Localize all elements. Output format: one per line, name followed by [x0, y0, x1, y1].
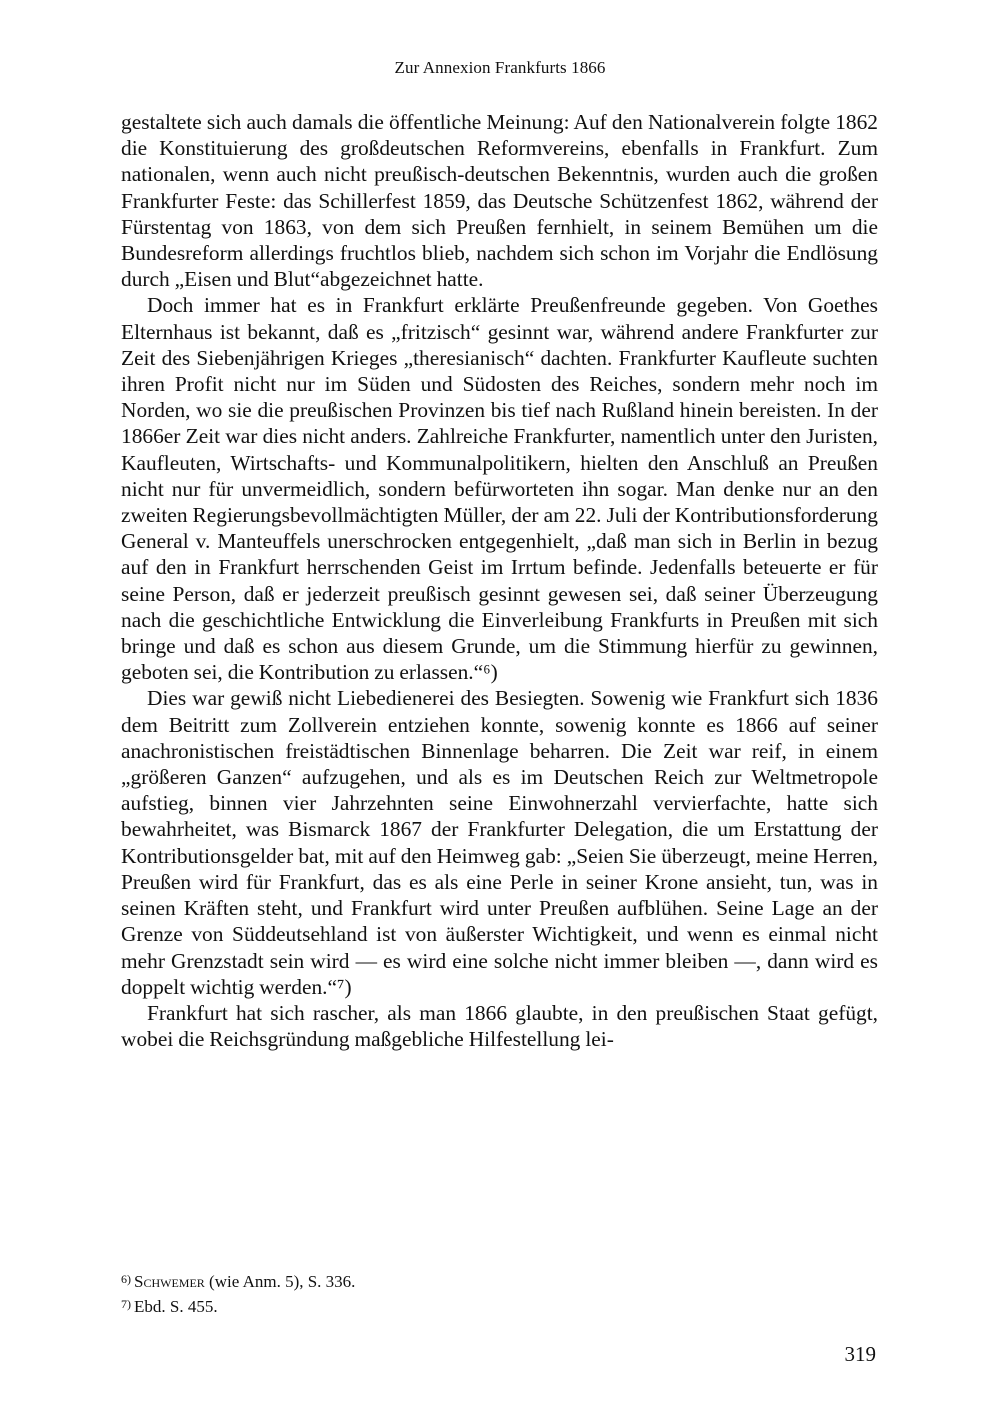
footnote-text: (wie Anm. 5), S. 336. — [204, 1272, 356, 1291]
footnote-text: Ebd. S. 455. — [134, 1297, 218, 1316]
footnote-author: Schwemer — [134, 1272, 205, 1291]
footnote-6 — [121, 1268, 878, 1293]
paragraph-1: gestaltete sich auch damals die öffentliche Meinung: Auf den Nationalverein folgte 1862 die Konstituierung des großdeutschen Reformvereins, ebenfalls in Frankfurt. Zum nationalen, wenn auch nicht preußisch-deutschen Bekenntnis, wurden auch die großen Frankfurter Feste: das Schillerfest 1859, das Deutsche Schützenfest 1862, während der Fürstentag von 1863, von dem sich Preußen fernhielt, in seinem Bemühen um die Bundesreform allerdings fruchtlos blieb, nachdem sich schon im Vorjahr die Endlösung durch „Eisen und Blut“abgezeichnet hatte. — [121, 110, 878, 292]
paragraph-4: Frankfurt hat sich rascher, als man 1866 glaubte, in den preußischen Staat gefügt, wobei die Reichsgründung maßgebliche Hilfestellung lei- — [121, 1000, 878, 1052]
footnotes — [121, 1268, 878, 1318]
paragraph-3: Dies war gewiß nicht Liebedienerei des Besiegten. Sowenig wie Frankfurt sich 1836 dem Beitritt zum Zollverein entziehen konnte, sowenig konnte es 1866 auf seiner anachronistischen freistädtischen Binnenlage beharren. Die Zeit war reif, in einem „größeren Ganzen“ aufzugehen, und als es im Deutschen Reich zur Weltmetropole aufstieg, binnen vier Jahrzehnten seine Einwohnerzahl vervierfachte, hatte sich bewahrheitet, was Bismarck 1867 der Frankfurter Delegation, die um Erstattung der Kontributionsgelder bat, mit auf den Heimweg gab: „Seien Sie überzeugt, meine Herren, Preußen wird für Frankfurt, das es als eine Perle in seiner Krone ansieht, tun, was in seinen Kräften steht, und Frankfurt wird unter Preußen aufblühen. Seine Lage an der Grenze von Süddeutsehland ist von äußerster Wichtigkeit, und wenn es einmal nicht mehr Grenzstadt sein wird — es wird eine solche nicht immer bleiben —, dann wird es doppelt wichtig werden.“⁷) — [121, 686, 878, 999]
page-number: 319 — [844, 1342, 876, 1366]
body-text — [121, 109, 878, 1052]
footnote-mark: 6) — [121, 1272, 131, 1286]
footnote-mark: 7) — [121, 1297, 131, 1311]
running-head: Zur Annexion Frankfurts 1866 — [394, 58, 606, 77]
paragraph-2: Doch immer hat es in Frankfurt erklärte Preußenfreunde gegeben. Von Goethes Elternhaus ist bekannt, daß es „fritzisch“ gesinnt war, während andere Frankfurter zur Zeit des Siebenjährigen Krieges „theresianisch“ dachten. Frankfurter Kaufleute suchten ihren Profit nicht nur im Süden und Südosten des Reiches, sondern mehr noch im Norden, wo sie die preußischen Provinzen bis tief nach Rußland hinein bereisten. In der 1866er Zeit war dies nicht anders. Zahlreiche Frankfurter, namentlich unter den Juristen, Kaufleuten, Wirtschafts- und Kommunalpolitikern, hielten den Anschluß an Preußen nicht nur für unvermeidlich, sondern befürworteten ihn sogar. Man denke nur an den zweiten Regierungsbevollmächtigten Müller, der am 22. Juli der Kontributionsforderung General v. Manteuffels unerschrocken entgegenhielt, „daß man sich in Berlin in bezug auf den in Frankfurt herrschenden Geist im Irrtum befinde. Jedenfalls beteuerte er für seine Person, daß er jederzeit preußisch gesinnt gewesen sei, daß seiner Überzeugung nach die geschichtliche Entwicklung die Einverleibung Frankfurts in Preußen mit sich bringe und daß es schon aus diesem Grunde, um die Stimmung hierfür zu gewinnen, geboten sei, die Kontribution zu erlassen.“⁶) — [121, 293, 878, 685]
footnote-7 — [121, 1293, 878, 1318]
